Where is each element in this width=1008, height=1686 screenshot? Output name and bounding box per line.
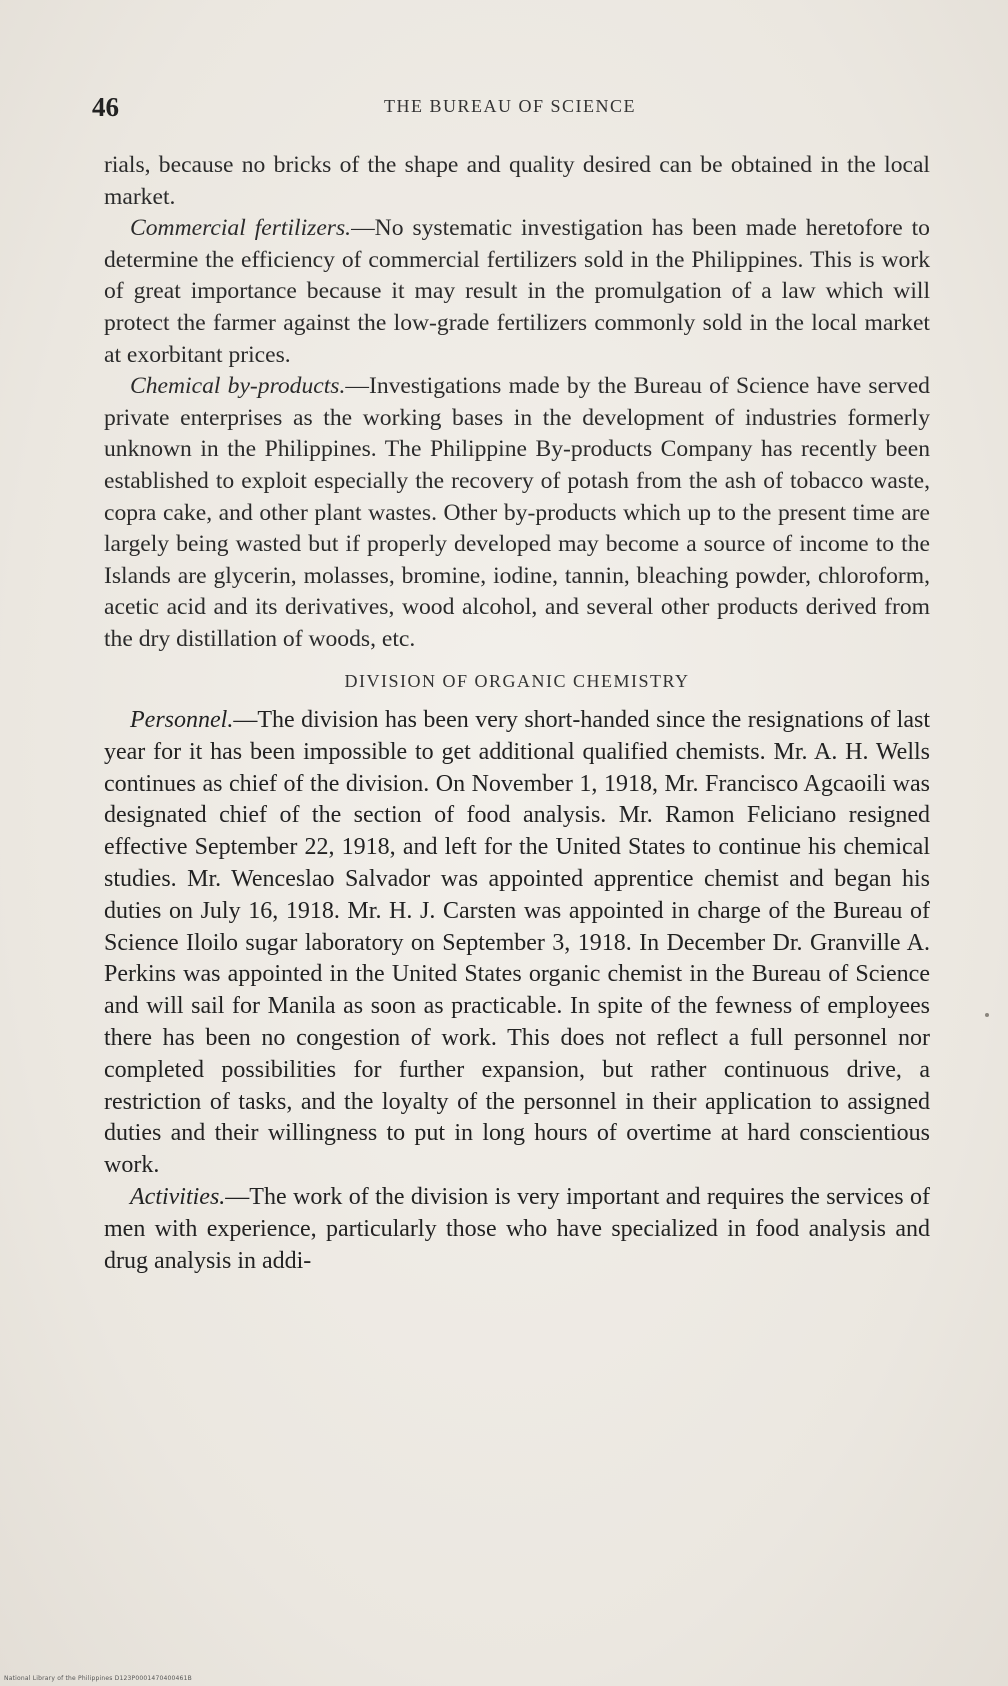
body-text <box>104 150 930 1277</box>
paragraph-text: —The work of the division is very important and requires the services of men with experience, particularly those who have specialized in food analysis and drug analysis in addi- <box>104 1184 930 1274</box>
paragraph-lead: Activities. <box>130 1184 226 1211</box>
division-section <box>104 705 930 1277</box>
page-header <box>92 92 928 126</box>
paragraph-continuation: rials, because no bricks of the shape and quality desired can be obtained in the local market. <box>104 152 930 210</box>
paragraph-lead: Personnel. <box>130 707 234 734</box>
scan-speck <box>985 1013 989 1017</box>
paragraph-text: —The division has been very short-handed since the resignations of last year for it has been impossible to get additional qualified chemists. Mr. A. H. Wells continues as chief of the division. On November 1, 1918, Mr. Francisco Agcaoili was designated chief of the section of food analysis. Mr. Ramon Feliciano resigned effective September 22, 1918, and left for the United States to continue his chemical studies. Mr. Wenceslao Salvador was appointed apprentice chemist and began his duties on July 16, 1918. Mr. H. J. Carsten was appointed in charge of the Bureau of Science Iloilo sugar laboratory on September 3, 1918. In December Dr. Granville A. Perkins was appointed in the United States organic chemist in the Bureau of Science and will sail for Manila as soon as practicable. In spite of the fewness of employees there has been no congestion of work. This does not reflect a full personnel nor completed possibilities for further expansion, but rather continuous drive, a restriction of tasks, and the loyalty of the personnel in their application to assigned duties and their willingness to put in long hours of overtime at hard conscientious work. <box>104 707 930 1179</box>
page-number: 46 <box>92 92 119 122</box>
paragraph-lead: Commercial fertilizers. <box>130 215 352 242</box>
paragraph-activities <box>104 1182 930 1277</box>
paragraph-text: —Investigations made by the Bureau of Science have served private enterprises as the working bases in the development of industries formerly unknown in the Philippines. The Philippine By-products Company has recently been established to exploit especially the recovery of potash from the ash of tobacco waste, copra cake, and other plant wastes. Other by-products which up to the present time are largely being wasted but if properly developed may become a source of income to the Islands are glycerin, molasses, bromine, iodine, tannin, bleaching powder, chloroform, acetic acid and its derivatives, wood alcohol, and several other products derived from the dry distillation of woods, etc. <box>104 373 930 652</box>
scan-credit: National Library of the Philippines D123P0001470400461B <box>4 1675 192 1682</box>
section-heading: DIVISION OF ORGANIC CHEMISTRY <box>344 670 690 691</box>
paragraph-lead: Chemical by-products. <box>130 373 346 400</box>
paragraph-commercial-fertilizers <box>104 213 930 371</box>
running-head: THE BUREAU OF SCIENCE <box>383 96 636 116</box>
paragraph-text: —No systematic investigation has been made heretofore to determine the efficiency of commercial fertilizers sold in the Philippines. This is work of great importance because it may result in the promulgation of a law which will protect the farmer against the low-grade fertilizers commonly sold in the local market at exorbitant prices. <box>104 215 930 368</box>
paragraph-personnel <box>104 705 930 1182</box>
paragraph-chemical-by-products <box>104 371 930 655</box>
